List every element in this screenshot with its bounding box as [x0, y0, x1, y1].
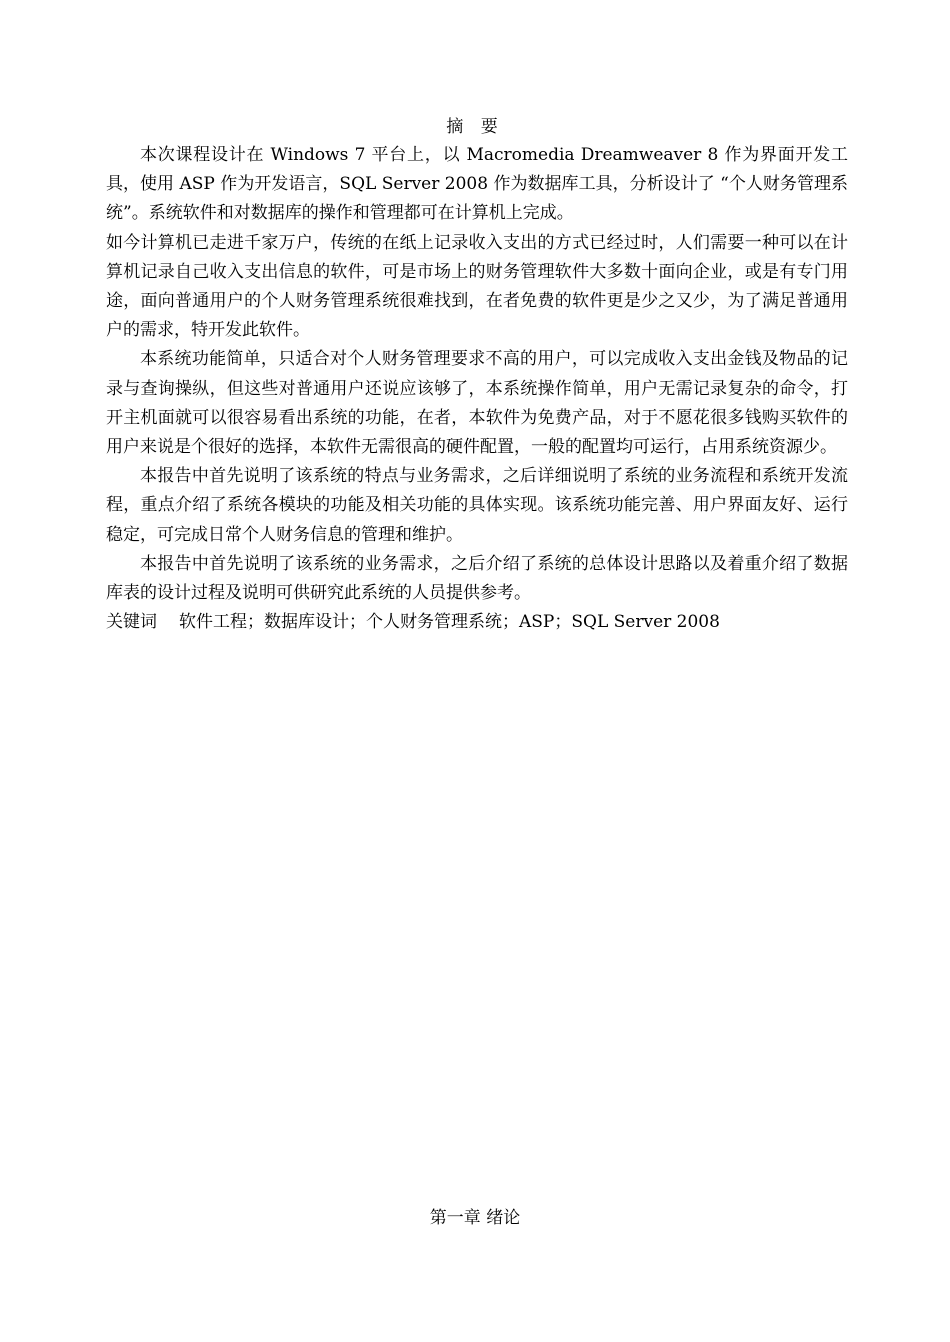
keywords-list: 软件工程；数据库设计；个人财务管理系统；ASP；SQL Server 2008 [179, 612, 720, 633]
keywords-label: 关键词 [106, 612, 157, 633]
abstract-title: 摘 要 [446, 117, 504, 137]
abstract-paragraph-4: 本报告中首先说明了该系统的特点与业务需求，之后详细说明了系统的业务流程和系统开发流程，重点介绍了系统各模块的功能及相关功能的具体实现。该系统功能完善、用户界面友好、运行稳定，可完成日常个人财务信息的管理和维护。 [106, 466, 848, 545]
abstract-paragraph-2: 如今计算机已走进千家万户，传统的在纸上记录收入支出的方式已经过时，人们需要一种可以在计算机记录自己收入支出信息的软件，可是市场上的财务管理软件大多数十面向企业，或是有专门用途，面向普通用户的个人财务管理系统很难找到，在者免费的软件更是少之又少，为了满足普通用户的需求，特开发此软件。 [106, 232, 848, 341]
abstract-paragraph-5: 本报告中首先说明了该系统的业务需求，之后介绍了系统的总体设计思路以及着重介绍了数据库表的设计过程及说明可供研究此系统的人员提供参考。 [106, 553, 848, 604]
chapter-heading: 第一章 绪论 [429, 1208, 521, 1228]
abstract-body [106, 141, 848, 637]
abstract-paragraph-1: 本次课程设计在 Windows 7 平台上，以 Macromedia Dreamweaver 8 作为界面开发工具，使用 ASP 作为开发语言，SQL Server 2008 作为数据库工具，分析设计了 “个人财务管理系统”。系统软件和对数据库的操作和管理都可在计算机上完成。 [106, 145, 848, 224]
abstract-paragraph-3: 本系统功能简单，只适合对个人财务管理要求不高的用户，可以完成收入支出金钱及物品的记录与查询操纵，但这些对普通用户还说应该够了，本系统操作简单，用户无需记录复杂的命令，打开主机面就可以很容易看出系统的功能，在者，本软件为免费产品，对于不愿花很多钱购买软件的用户来说是个很好的选择，本软件无需很高的硬件配置，一般的配置均可运行，占用系统资源少。 [106, 349, 848, 458]
keywords-line [106, 608, 848, 637]
